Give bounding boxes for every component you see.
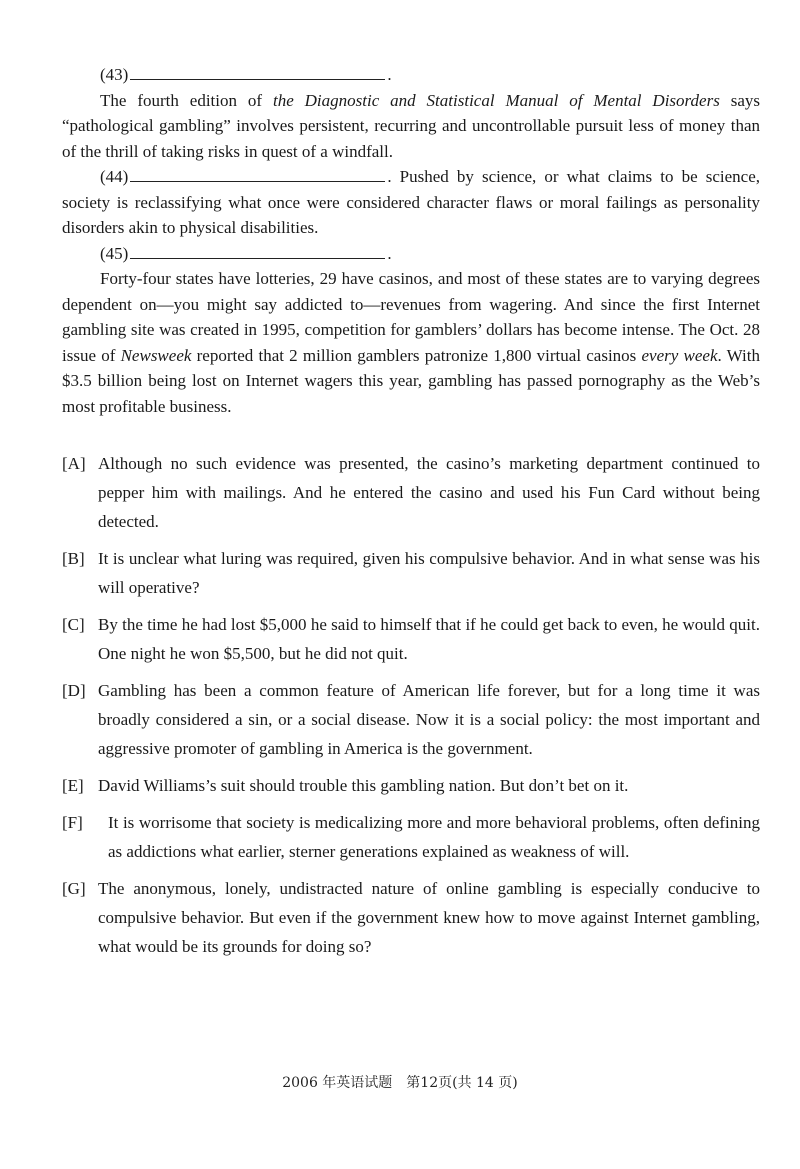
option-e[interactable]: [62, 771, 760, 800]
option-text: By the time he had lost $5,000 he said to himself that if he could get back to even, he would quit. One night he won $5,500, but he did not quit.: [98, 615, 760, 663]
option-f[interactable]: [62, 808, 760, 866]
option-text: Gambling has been a common feature of American life forever, but for a long time it was broadly considered a sin, or a social disease. Now it is a social policy: the most important and aggressive promoter of gambling in America is the government.: [98, 681, 760, 758]
question-44-number: (44): [100, 167, 129, 186]
option-text: It is worrisome that society is medicalizing more and more behavioral problems, often defining as addictions what earlier, sterner generations explained as weakness of will.: [108, 813, 760, 861]
answer-blank-44[interactable]: [130, 165, 385, 182]
answer-blank-43[interactable]: [130, 63, 385, 80]
question-44: (44) . Pushed by science, or what claims to be science, society is reclassifying what once were considered character flaws or moral failings as personality disorders akin to physical disabilities.: [62, 167, 760, 237]
option-g[interactable]: [62, 874, 760, 961]
option-label: [C]: [62, 615, 85, 634]
option-text: It is unclear what luring was required, given his compulsive behavior. And in what sense was his will operative?: [98, 549, 760, 597]
option-a[interactable]: [62, 449, 760, 536]
paragraph-43-context: The fourth edition of the Diagnostic and Statistical Manual of Mental Disorders says “pathological gambling” involves persistent, recurring and uncontrollable pursuit less of money than of the thrill of taking risks in quest of a windfall.: [62, 90, 760, 161]
exam-page: [62, 62, 760, 969]
answer-blank-45[interactable]: [130, 242, 385, 259]
answer-options: [62, 449, 760, 961]
question-43: (43) .: [100, 65, 392, 84]
option-text: Although no such evidence was presented, the casino’s marketing department continued to pepper him with mailings. And he entered the casino and used his Fun Card without being detected.: [98, 454, 760, 531]
option-text: David Williams’s suit should trouble this gambling nation. But don’t bet on it.: [98, 776, 629, 795]
option-label: [F]: [62, 813, 83, 832]
option-c[interactable]: [62, 610, 760, 668]
option-label: [A]: [62, 454, 86, 473]
option-label: [D]: [62, 681, 86, 700]
option-b[interactable]: [62, 544, 760, 602]
newsweek-title: Newsweek: [120, 345, 192, 365]
option-label: [G]: [62, 879, 86, 898]
page-footer: 2006 年英语试题 第12页(共 14 页): [282, 1075, 518, 1091]
option-label: [E]: [62, 776, 84, 795]
option-label: [B]: [62, 549, 85, 568]
option-d[interactable]: [62, 676, 760, 763]
question-43-number: (43): [100, 65, 129, 84]
question-45-number: (45): [100, 243, 129, 263]
question-45: (45) .: [100, 243, 392, 263]
option-text: The anonymous, lonely, undistracted nature of online gambling is especially conducive to compulsive behavior. But even if the government knew how to move against Internet gambling, what would be its grounds for doing so?: [98, 879, 760, 956]
every-week-emphasis: every week: [641, 345, 718, 365]
paragraph-45-context: Forty-four states have lotteries, 29 have casinos, and most of these states are to varying degrees dependent on—you might say addicted to—revenues from wagering. And since the first Internet gambling site was created in 1995, competition for gamblers’ dollars has become intense. The Oct. 28 issue of Newsweek reported that 2 million gamblers patronize 1,800 virtual casinos every week. With $3.5 billion being lost on Internet wagers this year, gambling has passed pornography as the Web’s most profitable business.: [62, 269, 760, 416]
dsm-title: the Diagnostic and Statistical Manual of Mental Disorders: [272, 90, 720, 110]
